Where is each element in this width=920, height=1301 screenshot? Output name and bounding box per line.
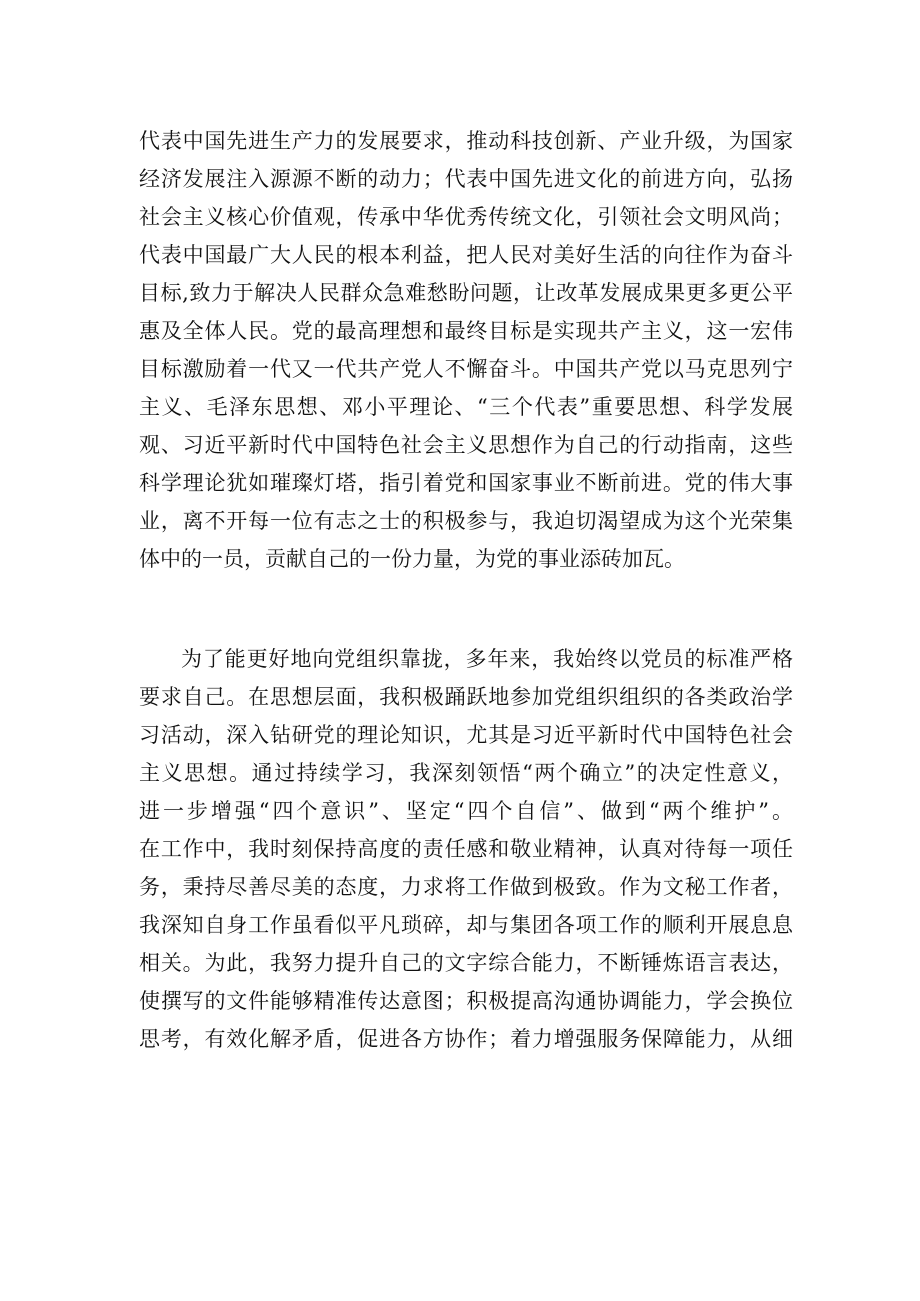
paragraph-2-line-4: 主义思想。通过持续学习，我深刻领悟“两个确立”的决定性意义， [139,761,793,785]
paragraph-1-line-10: 科学理论犹如璀璨灯塔，指引着党和国家事业不断前进。党的伟大事 [139,471,793,495]
paragraph-2-line-3: 习活动，深入钻研党的理论知识，尤其是习近平新时代中国特色社会 [139,723,793,747]
paragraph-2-line-6: 在工作中，我时刻保持高度的责任感和敬业精神，认真对待每一项任 [139,837,793,861]
paragraph-1-line-6: 惠及全体人民。党的最高理想和最终目标是实现共产主义，这一宏伟 [139,319,793,343]
paragraph-2-line-5: 进一步增强“四个意识”、坚定“四个自信”、做到“两个维护”。 [139,799,793,823]
paragraph-2-line-8: 我深知自身工作虽看似平凡琐碎，却与集团各项工作的顺利开展息息 [139,913,793,937]
paragraph-1-line-3: 社会主义核心价值观，传承中华优秀传统文化，引领社会文明风尚； [139,205,793,229]
paragraph-2-line-11: 思考，有效化解矛盾，促进各方协作；着力增强服务保障能力，从细 [139,1027,793,1051]
paragraph-1-line-7: 目标激励着一代又一代共产党人不懈奋斗。中国共产党以马克思列宁 [139,357,793,381]
paragraph-2-line-10: 使撰写的文件能够精准传达意图；积极提高沟通协调能力，学会换位 [139,989,793,1013]
paragraph-1-line-11: 业，离不开每一位有志之士的积极参与，我迫切渴望成为这个光荣集 [139,509,793,533]
paragraph-1-line-9: 观、习近平新时代中国特色社会主义思想作为自己的行动指南，这些 [139,433,793,457]
paragraph-2-line-9: 相关。为此，我努力提升自己的文字综合能力，不断锤炼语言表达， [139,951,793,975]
paragraph-2-line-1: 为了能更好地向党组织靠拢，多年来，我始终以党员的标准严格 [181,647,793,671]
paragraph-2-line-7: 务，秉持尽善尽美的态度，力求将工作做到极致。作为文秘工作者， [139,875,793,899]
paragraph-2-line-2: 要求自己。在思想层面，我积极踊跃地参加党组织组织的各类政治学 [139,685,793,709]
paragraph-1-line-12: 体中的一员，贡献自己的一份力量，为党的事业添砖加瓦。 [139,547,685,571]
paragraph-1-line-4: 代表中国最广大人民的根本利益，把人民对美好生活的向往作为奋斗 [139,243,793,267]
paragraph-1-line-5: 目标,致力于解决人民群众急难愁盼问题，让改革发展成果更多更公平 [139,281,793,305]
paragraph-1-line-8: 主义、毛泽东思想、邓小平理论、“三个代表”重要思想、科学发展 [139,395,793,419]
paragraph-1-line-2: 经济发展注入源源不断的动力；代表中国先进文化的前进方向，弘扬 [139,167,793,191]
paragraph-1-line-1: 代表中国先进生产力的发展要求，推动科技创新、产业升级，为国家 [139,129,793,153]
